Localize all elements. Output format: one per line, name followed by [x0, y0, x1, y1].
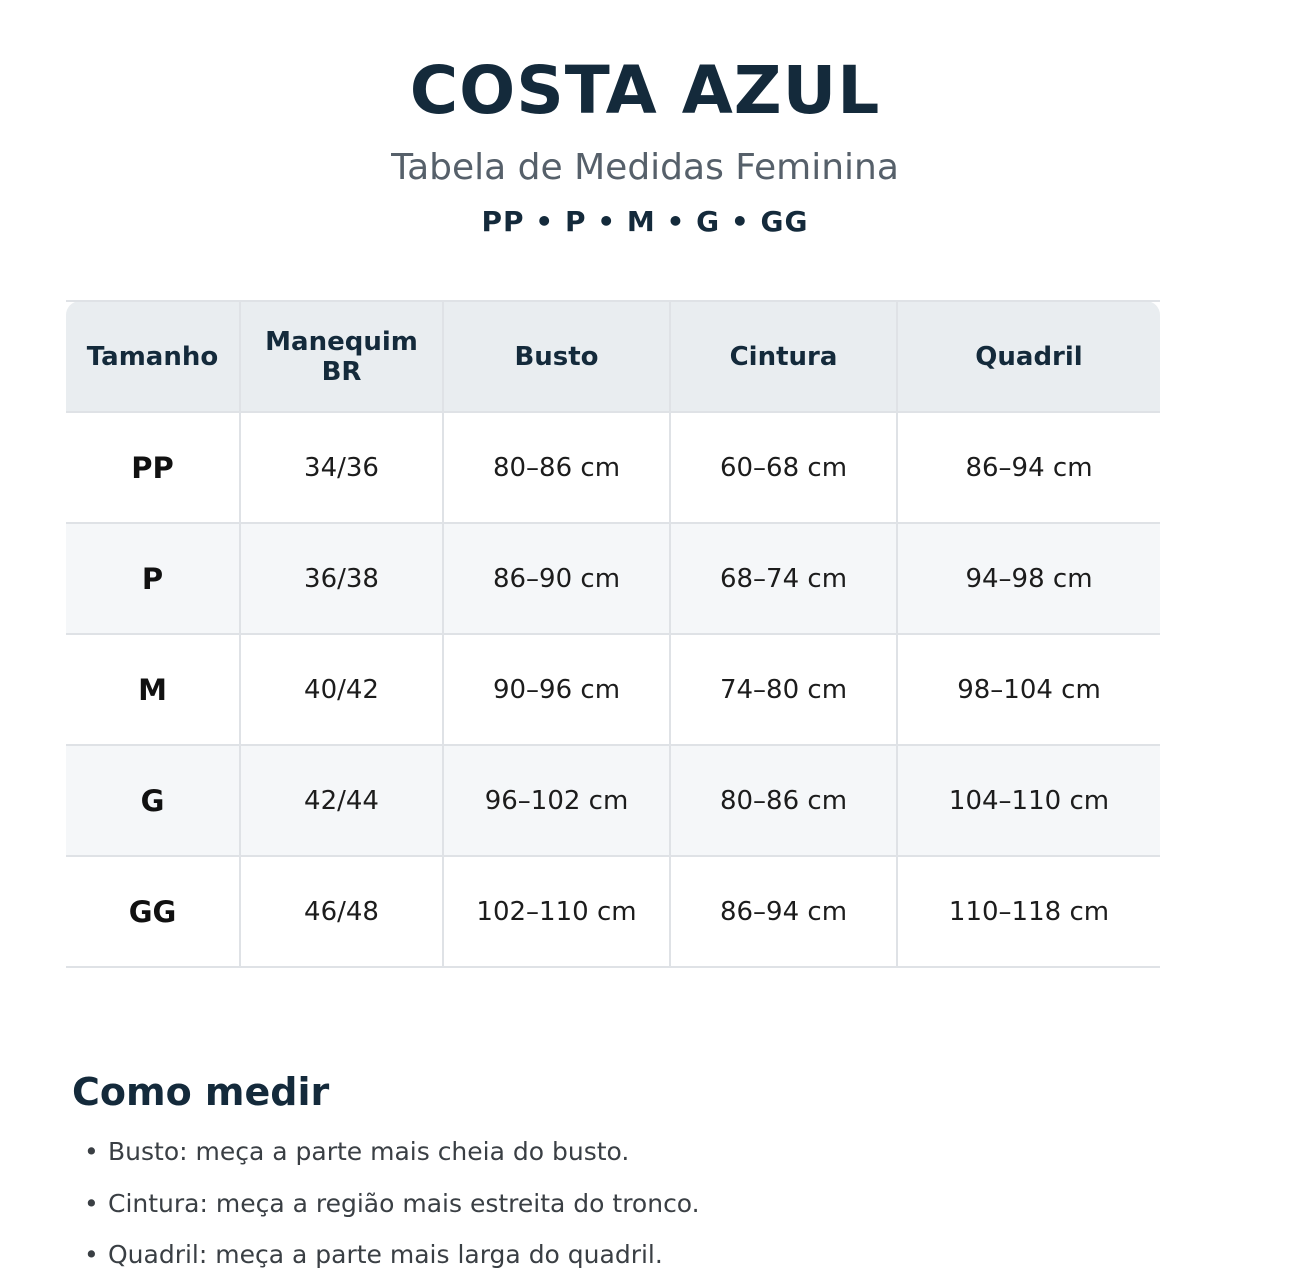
size-cell: M: [66, 634, 240, 745]
header-busto: Busto: [443, 301, 670, 412]
list-item: [84, 1233, 700, 1285]
table-row: [66, 523, 1160, 634]
how-to-measure-heading: Como medir: [72, 1070, 330, 1114]
manequim-cell: 40/42: [240, 634, 443, 745]
busto-cell: 80–86 cm: [443, 412, 670, 523]
cintura-cell: 74–80 cm: [670, 634, 897, 745]
manequim-cell: 42/44: [240, 745, 443, 856]
brand-title: COSTA AZUL: [409, 52, 881, 129]
cintura-cell: 80–86 cm: [670, 745, 897, 856]
quadril-cell: 86–94 cm: [897, 412, 1160, 523]
quadril-cell: 94–98 cm: [897, 523, 1160, 634]
quadril-cell: 104–110 cm: [897, 745, 1160, 856]
size-chart-table: [66, 300, 1160, 968]
cintura-cell: 60–68 cm: [670, 412, 897, 523]
table-row: [66, 745, 1160, 856]
header-cintura: Cintura: [670, 301, 897, 412]
table-row: [66, 856, 1160, 967]
bullet-icon: •: [84, 1240, 99, 1269]
size-cell: G: [66, 745, 240, 856]
quadril-cell: 110–118 cm: [897, 856, 1160, 967]
busto-cell: 96–102 cm: [443, 745, 670, 856]
busto-cell: 102–110 cm: [443, 856, 670, 967]
cintura-cell: 86–94 cm: [670, 856, 897, 967]
manequim-cell: 36/38: [240, 523, 443, 634]
busto-cell: 90–96 cm: [443, 634, 670, 745]
measure-instruction-cintura: Cintura: meça a região mais estreita do tronco.: [108, 1188, 700, 1218]
sizes-summary: PP • P • M • G • GG: [481, 205, 809, 238]
measure-instruction-quadril: Quadril: meça a parte mais larga do quadril.: [108, 1240, 663, 1269]
bullet-icon: •: [84, 1137, 99, 1166]
manequim-cell: 34/36: [240, 412, 443, 523]
quadril-cell: 98–104 cm: [897, 634, 1160, 745]
list-item: [84, 1130, 700, 1182]
how-to-measure-list: [84, 1130, 700, 1285]
list-item: [84, 1182, 700, 1234]
busto-cell: 86–90 cm: [443, 523, 670, 634]
table-row: [66, 412, 1160, 523]
header-manequim: Manequim BR: [240, 301, 443, 412]
table-header-row: [66, 301, 1160, 412]
size-cell: P: [66, 523, 240, 634]
measure-instruction-busto: Busto: meça a parte mais cheia do busto.: [108, 1137, 630, 1166]
size-cell: GG: [66, 856, 240, 967]
table-row: [66, 634, 1160, 745]
header-quadril: Quadril: [897, 301, 1160, 412]
cintura-cell: 68–74 cm: [670, 523, 897, 634]
page-subtitle: Tabela de Medidas Feminina: [391, 147, 899, 188]
manequim-cell: 46/48: [240, 856, 443, 967]
header-tamanho: Tamanho: [66, 301, 240, 412]
bullet-icon: •: [84, 1188, 99, 1218]
size-cell: PP: [66, 412, 240, 523]
